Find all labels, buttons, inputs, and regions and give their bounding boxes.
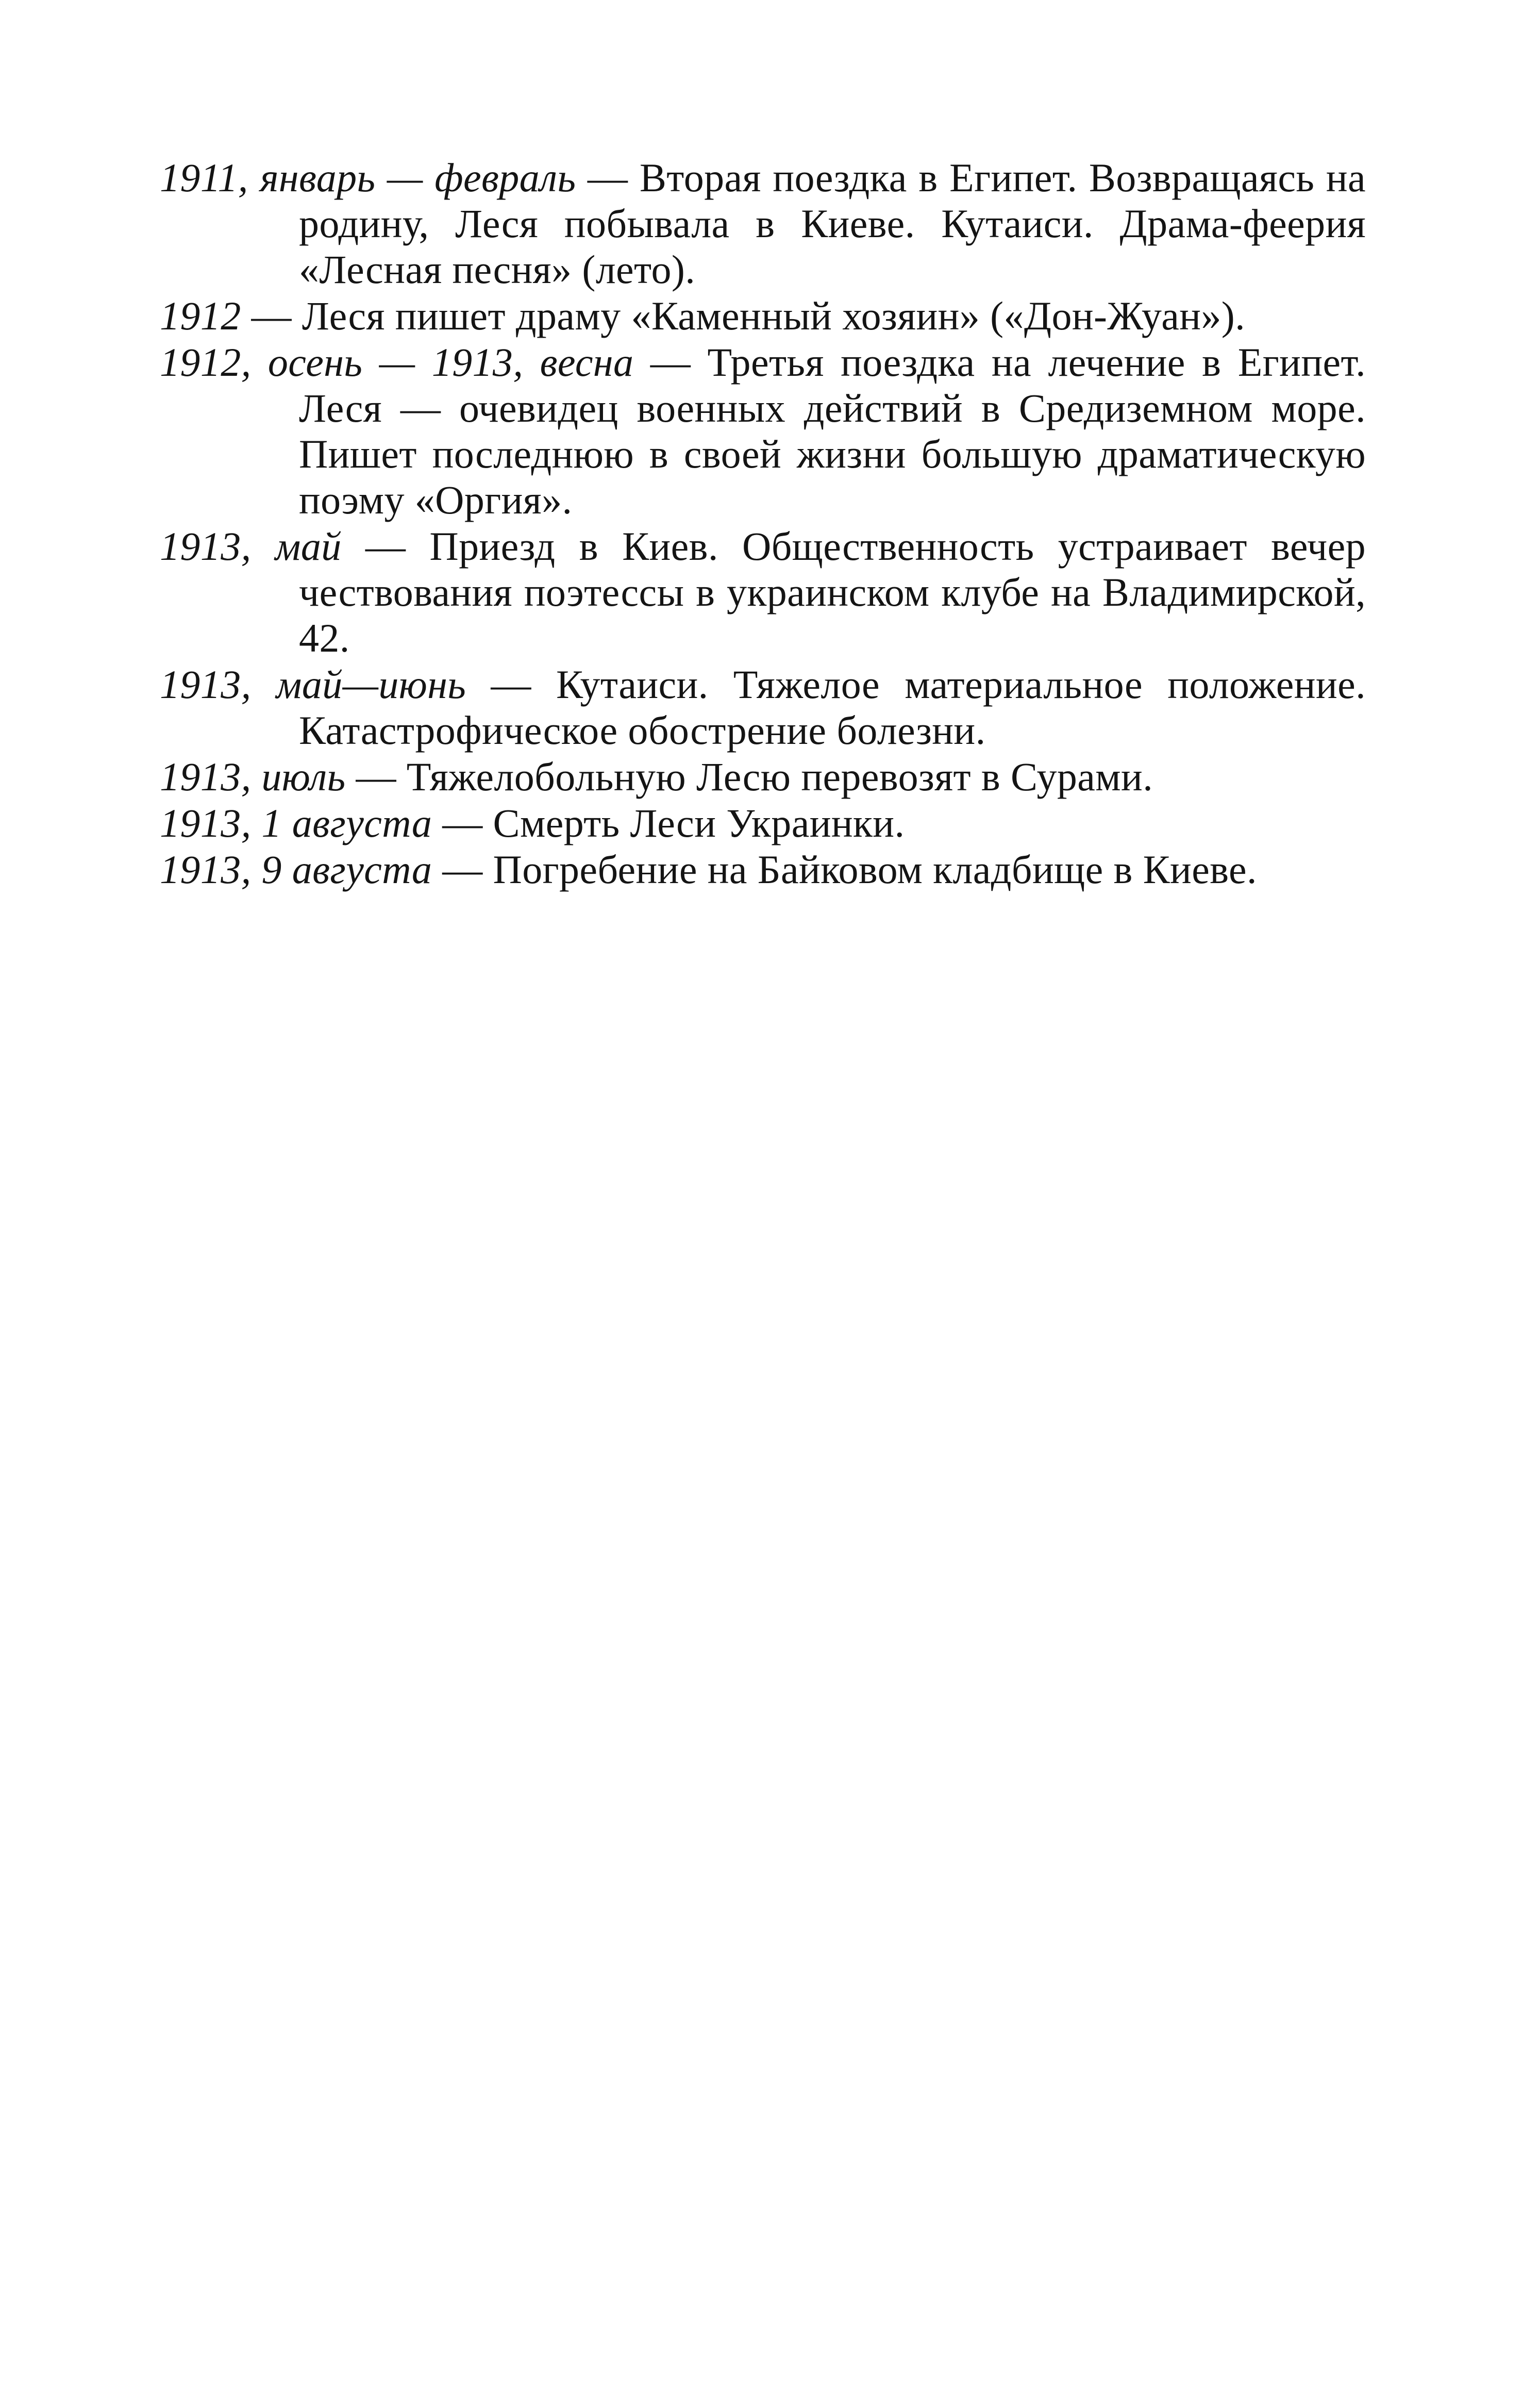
entry-text: Погребение на Байковом кладбище в Киеве. bbox=[493, 847, 1257, 892]
entry-dash: — bbox=[241, 293, 302, 338]
entry-dash: — bbox=[432, 801, 493, 845]
entry-text: Приезд в Киев. Общественность устраивает вечер чествования поэтессы в украинском клубе на Владимирской, 42. bbox=[299, 524, 1366, 660]
chronology-entry bbox=[160, 846, 1366, 892]
chronology-entry bbox=[160, 523, 1366, 661]
entry-date: 1913, июль bbox=[160, 754, 346, 799]
chronology-entry bbox=[160, 800, 1366, 846]
entry-date: 1913, май bbox=[160, 524, 342, 569]
chronology-entry bbox=[160, 339, 1366, 523]
entry-date: 1913, май—июнь bbox=[160, 662, 466, 707]
entry-date: 1913, 1 августа bbox=[160, 801, 432, 845]
entry-dash: — bbox=[341, 524, 430, 569]
chronology-entry bbox=[160, 155, 1366, 292]
entry-date: 1913, 9 августа bbox=[160, 847, 432, 892]
chronology-page bbox=[160, 155, 1366, 893]
chronology-entry bbox=[160, 293, 1366, 339]
entry-text: Тяжелобольную Лесю перевозят в Сурами. bbox=[406, 754, 1153, 799]
entry-date: 1911, январь — февраль bbox=[160, 155, 576, 200]
entry-dash: — bbox=[432, 847, 493, 892]
entry-dash: — bbox=[576, 155, 640, 200]
entry-dash: — bbox=[466, 662, 556, 707]
entry-text: Третья поездка на лечение в Египет. Леся — очевидец военных действий в Средиземном море. Пишет последнюю в своей жизни большую драматическую поэму «Оргия». bbox=[299, 340, 1366, 522]
entry-date: 1912, осень — 1913, весна bbox=[160, 340, 634, 385]
entry-dash: — bbox=[345, 754, 407, 799]
entry-text: Леся пишет драму «Каменный хозяин» («Дон-Жуан»). bbox=[302, 293, 1246, 338]
entry-date: 1912 bbox=[160, 293, 241, 338]
chronology-entry bbox=[160, 661, 1366, 753]
entry-text: Кутаиси. Тяжелое материальное положение. Катастрофическое обострение болезни. bbox=[299, 662, 1366, 753]
entry-text: Вторая поездка в Египет. Возвращаясь на родину, Леся побывала в Киеве. Кутаиси. Драма-феерия «Лесная песня» (лето). bbox=[299, 155, 1366, 292]
entry-dash: — bbox=[633, 340, 708, 385]
chronology-entry bbox=[160, 754, 1366, 800]
entry-text: Смерть Леси Украинки. bbox=[493, 801, 905, 845]
